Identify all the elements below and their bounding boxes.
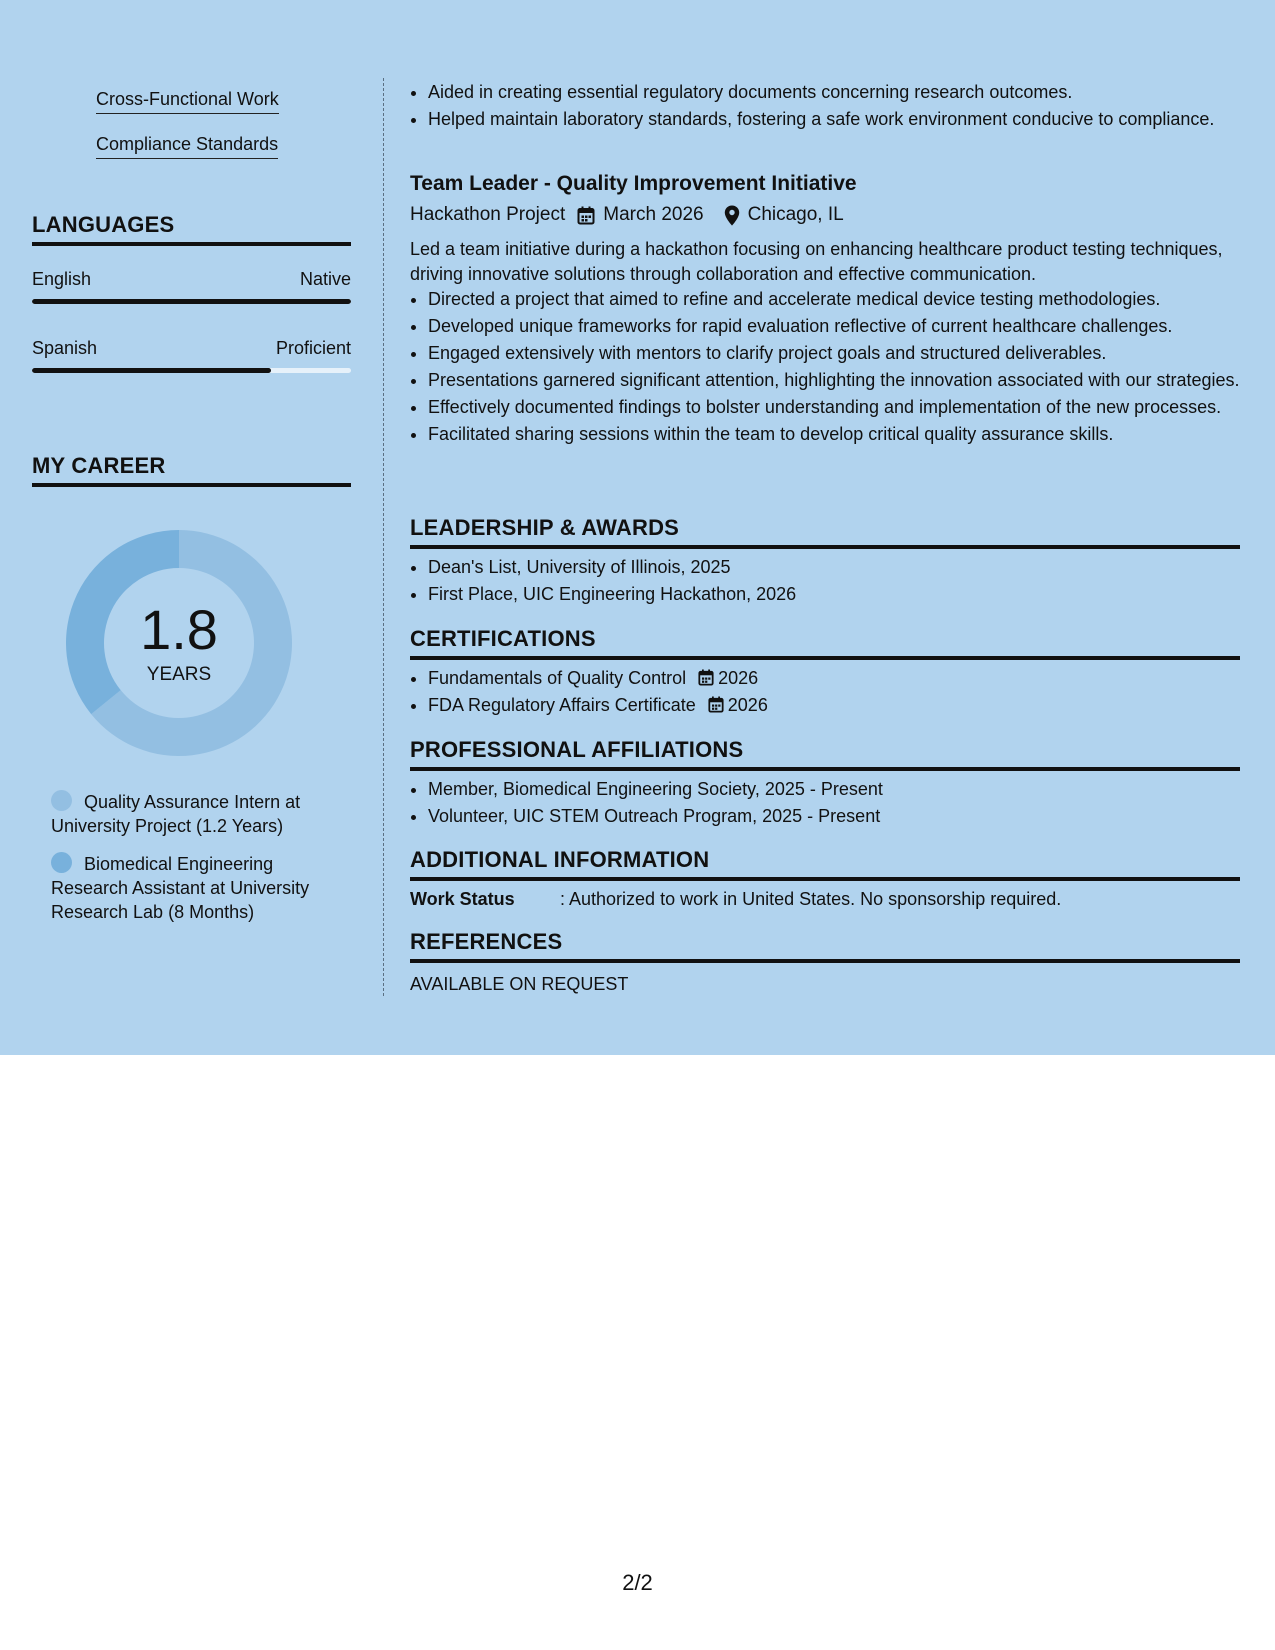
legend-label: Quality Assurance Intern at University Project (1.2 Years)	[51, 792, 301, 836]
calendar-icon	[708, 696, 724, 713]
work-status-value: : Authorized to work in United States. No sponsorship required.	[560, 889, 1062, 909]
certification-item	[428, 693, 1240, 718]
references-heading: REFERENCES	[410, 929, 1240, 963]
column-divider	[383, 78, 384, 996]
certifications-heading: CERTIFICATIONS	[410, 626, 1240, 660]
legend-dot-icon	[51, 790, 72, 811]
job-bullets	[410, 287, 1240, 449]
bullet-item: • Developed unique frameworks for rapid evaluation reflective of current healthcare challenges.	[428, 314, 1240, 339]
bullet-item: • Helped maintain laboratory standards, fostering a safe work environment conducive to compliance.	[428, 107, 1240, 132]
bullet-item: • Facilitated sharing sessions within the team to develop critical quality assurance skills.	[428, 422, 1240, 447]
career-heading: MY CAREER	[32, 453, 351, 487]
career-total: 1.8	[140, 598, 218, 661]
career-unit: YEARS	[146, 664, 212, 685]
awards-list	[410, 555, 1240, 609]
language-level: Native	[299, 269, 351, 289]
job-summary: Led a team initiative during a hackathon focusing on enhancing healthcare product testing techniques, driving innovative solutions through collaboration and effective communication.	[410, 239, 1223, 284]
award-item: • First Place, UIC Engineering Hackathon, 2026	[428, 582, 1240, 607]
calendar-icon	[577, 206, 595, 225]
certification-item	[428, 666, 1240, 691]
references-text: AVAILABLE ON REQUEST	[410, 974, 629, 994]
language-name: Spanish	[32, 338, 98, 358]
additional-info-heading: ADDITIONAL INFORMATION	[410, 847, 1240, 881]
affiliations-list	[410, 777, 1240, 831]
affiliations-heading: PROFESSIONAL AFFILIATIONS	[410, 737, 1240, 771]
language-name: English	[32, 269, 92, 289]
calendar-icon	[698, 669, 714, 686]
awards-heading: LEADERSHIP & AWARDS	[410, 515, 1240, 549]
job-organization: Hackathon Project	[410, 204, 566, 225]
award-item: • Dean's List, University of Illinois, 2025	[428, 555, 1240, 580]
previous-job-bullets	[410, 80, 1240, 134]
language-row	[32, 337, 351, 359]
page-number: 2/2	[622, 1570, 653, 1595]
location-pin-icon	[724, 205, 740, 226]
certifications-list	[410, 666, 1240, 720]
language-bar	[32, 368, 351, 373]
job-location: Chicago, IL	[747, 204, 844, 225]
language-bar-fill	[32, 368, 271, 373]
languages-heading: LANGUAGES	[32, 212, 351, 246]
affiliation-item: • Volunteer, UIC STEM Outreach Program, 2025 - Present	[428, 804, 1240, 829]
job-title: Team Leader - Quality Improvement Initiative	[410, 172, 857, 195]
work-status	[410, 887, 1061, 911]
language-row	[32, 268, 351, 290]
job-meta	[410, 203, 844, 227]
work-status-label: Work Status	[410, 889, 515, 909]
language-bar	[32, 299, 351, 304]
career-legend-item	[51, 790, 341, 838]
affiliation-item: • Member, Biomedical Engineering Society, 2025 - Present	[428, 777, 1240, 802]
certification-name: FDA Regulatory Affairs Certificate	[428, 695, 696, 715]
career-legend-item	[51, 852, 341, 924]
bullet-item: • Directed a project that aimed to refine and accelerate medical device testing methodologies.	[428, 287, 1240, 312]
job-date: March 2026	[603, 204, 704, 225]
certification-year: 2026	[727, 695, 768, 715]
bullet-item: • Engaged extensively with mentors to clarify project goals and structured deliverables.	[428, 341, 1240, 366]
skill-item: Compliance Standards	[96, 133, 278, 159]
bullet-item: • Effectively documented findings to bolster understanding and implementation of the new processes.	[428, 395, 1240, 420]
language-level: Proficient	[275, 338, 351, 358]
bullet-item: • Presentations garnered significant attention, highlighting the innovation associated with our strategies.	[428, 368, 1240, 393]
bullet-item: • Aided in creating essential regulatory documents concerning research outcomes.	[428, 80, 1240, 105]
certification-name: Fundamentals of Quality Control	[428, 668, 687, 688]
legend-dot-icon	[51, 852, 72, 873]
skill-item: Cross-Functional Work	[96, 88, 279, 114]
legend-label: Biomedical Engineering Research Assistant at University Research Lab (8 Months)	[51, 854, 310, 922]
certification-year: 2026	[718, 668, 759, 688]
language-bar-fill	[32, 299, 351, 304]
